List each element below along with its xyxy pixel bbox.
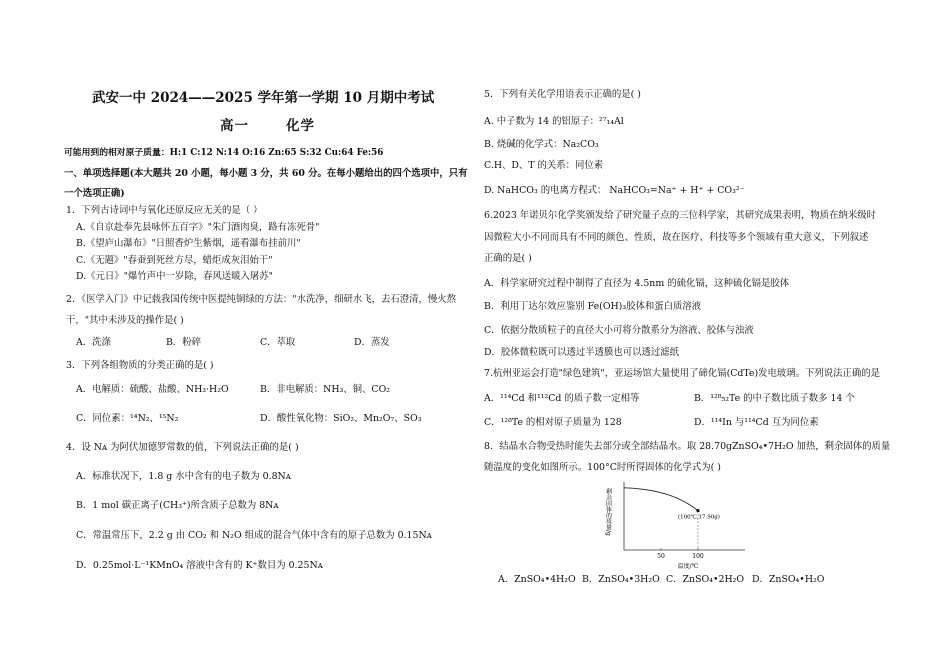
q2-stem-line1: 2．《医学入门》中记载我国传统中医提纯铜绿的方法："水洗净，细研水飞，去石澄清，慢火熬	[66, 294, 456, 305]
q7-option-c: C．¹²⁸Te 的相对原子质量为 128	[484, 417, 622, 428]
chart-ylabel: 剩余固体的质量/g	[604, 488, 612, 536]
chart-point	[696, 509, 699, 512]
q4-stem: 4．设 Nᴀ 为阿伏加德罗常数的值，下列说法正确的是( )	[66, 442, 299, 453]
q6-option-c: C．依据分散质粒子的直径大小可将分散系分为溶液、胶体与浊液	[484, 325, 754, 336]
q2-option-c: C．萃取	[260, 337, 296, 348]
q5-stem: 5．下列有关化学用语表示正确的是( )	[484, 89, 641, 100]
q3-stem: 3．下列各组物质的分类正确的是( )	[66, 360, 214, 371]
q7-stem: 7.杭州亚运会打造"绿色建筑"，亚运场馆大量使用了碲化镉(CdTe)发电玻璃。下列说法正确的是	[484, 368, 881, 379]
q7-option-b: B．¹²⁸₅₂Te 的中子数比质子数多 14 个	[694, 393, 855, 404]
q3-option-b: B．非电解质：NH₃、铜、CO₂	[260, 384, 391, 395]
q1-option-c: C.《无题》"春蚕到死丝方尽，蜡炬成灰泪始干"	[76, 255, 273, 266]
section-heading-line2: 一个选项正确)	[64, 188, 125, 199]
q7-option-d: D．¹¹⁴In 与¹¹⁴Cd 互为同位素	[694, 417, 819, 428]
exam-title: 武安一中 2024——2025 学年第一学期 10 月期中考试	[92, 90, 435, 106]
q5-option-c: C.H、D、T 的关系：同位素	[484, 160, 604, 171]
q8-stem-line1: 8．结晶水合物受热时能失去部分或全部结晶水。取 28.70gZnSO₄•7H₂O 加热，剩余固体的质量	[484, 441, 891, 452]
q3-option-d: D．酸性氧化物：SiO₂、Mn₂O₇、SO₃	[260, 413, 422, 424]
q4-option-b: B．1 mol 碳正离子(CH₃⁺)所含质子总数为 8Nᴀ	[76, 500, 279, 511]
chart-x-tick-label: 100	[692, 553, 704, 560]
q6-stem-line1: 6.2023 年诺贝尔化学奖颁发给了研究量子点的三位科学家，其研究成果表明，物质在纳米级时	[484, 210, 877, 221]
atomic-masses: 可能用到的相对原子质量：H:1 C:12 N:14 O:16 Zn:65 S:32 Cu:64 Fe:56	[64, 148, 384, 158]
q1-option-d: D.《元日》"爆竹声中一岁除，春风送暖入屠苏"	[76, 271, 273, 282]
q2-option-d: D．蒸发	[354, 337, 390, 348]
q8-option-b: B．ZnSO₄•3H₂O	[582, 574, 660, 585]
mass-temperature-chart	[600, 480, 750, 580]
chart-point-label: (100℃,17.90g)	[678, 514, 720, 521]
subject-label: 化学	[286, 118, 315, 134]
q6-option-a: A．科学家研究过程中制得了直径为 4.5nm 的硫化镉，这种硫化镉是胶体	[484, 278, 790, 289]
q6-stem-line2: 因微粒大小不同而具有不同的颜色、性质，故在医疗、科技等多个领域有重大意义，下列叙述	[484, 232, 869, 243]
q6-option-b: B．利用丁达尔效应鉴别 Fe(OH)₃胶体和蛋白质溶液	[484, 301, 702, 312]
q7-option-a: A．¹¹⁴Cd 和¹¹²Cd 的质子数一定相等	[484, 393, 640, 404]
q2-stem-line2: 干，"其中未涉及的操作是( )	[66, 315, 184, 326]
q4-option-d: D．0.25mol·L⁻¹KMnO₄ 溶液中含有的 K⁺数目为 0.25Nᴀ	[76, 560, 323, 571]
chart-curve	[624, 488, 698, 511]
grade-label: 高一	[220, 118, 249, 134]
q6-option-d: D．胶体微粒既可以透过半透膜也可以透过滤纸	[484, 347, 680, 358]
chart-x-tick-label: 50	[657, 553, 665, 560]
q3-option-c: C．同位素：¹⁴N₂、¹⁵N₂	[76, 413, 179, 424]
chart-xlabel: 温度/℃	[677, 563, 699, 570]
q2-option-a: A．洗涤	[76, 337, 111, 348]
q1-option-b: B.《望庐山瀑布》"日照香炉生紫烟，遥看瀑布挂前川"	[76, 238, 301, 249]
q3-option-a: A．电解质：硫酸、盐酸、NH₃·H₂O	[76, 384, 229, 395]
q5-option-d: D. NaHCO₃ 的电离方程式： NaHCO₃=Na⁺ + H⁺ + CO₃²⁻	[484, 185, 745, 196]
q5-option-a: A. 中子数为 14 的铝原子：²⁷₁₄Al	[484, 116, 624, 127]
q1-stem: 1．下列古诗词中与氧化还原反应无关的是（ ）	[66, 205, 263, 216]
q4-option-a: A．标准状况下，1.8 g 水中含有的电子数为 0.8Nᴀ	[76, 471, 292, 482]
q8-option-c: C．ZnSO₄•2H₂O	[666, 574, 745, 585]
q4-option-c: C．常温常压下，2.2 g 由 CO₂ 和 N₂O 组成的混合气体中含有的原子总数为 0.15Nᴀ	[76, 530, 432, 541]
q1-option-a: A.《自京赴奉先县咏怀五百字》"朱门酒肉臭，路有冻死骨"	[76, 222, 320, 233]
q2-option-b: B．粉碎	[166, 337, 202, 348]
q5-option-b: B. 烧碱的化学式：Na₂CO₃	[484, 139, 599, 150]
q8-stem-line2: 随温度的变化如图所示。100°C时所得固体的化学式为( )	[484, 462, 721, 473]
q8-option-a: A．ZnSO₄•4H₂O	[498, 574, 576, 585]
q8-option-d: D．ZnSO₄•H₂O	[752, 574, 825, 585]
q6-stem-line3: 正确的是( )	[484, 253, 532, 264]
section-heading-line1: 一、单项选择题(本大题共 20 小题，每小题 3 分，共 60 分。在每小题给出的四个选项中，只有	[64, 168, 468, 179]
